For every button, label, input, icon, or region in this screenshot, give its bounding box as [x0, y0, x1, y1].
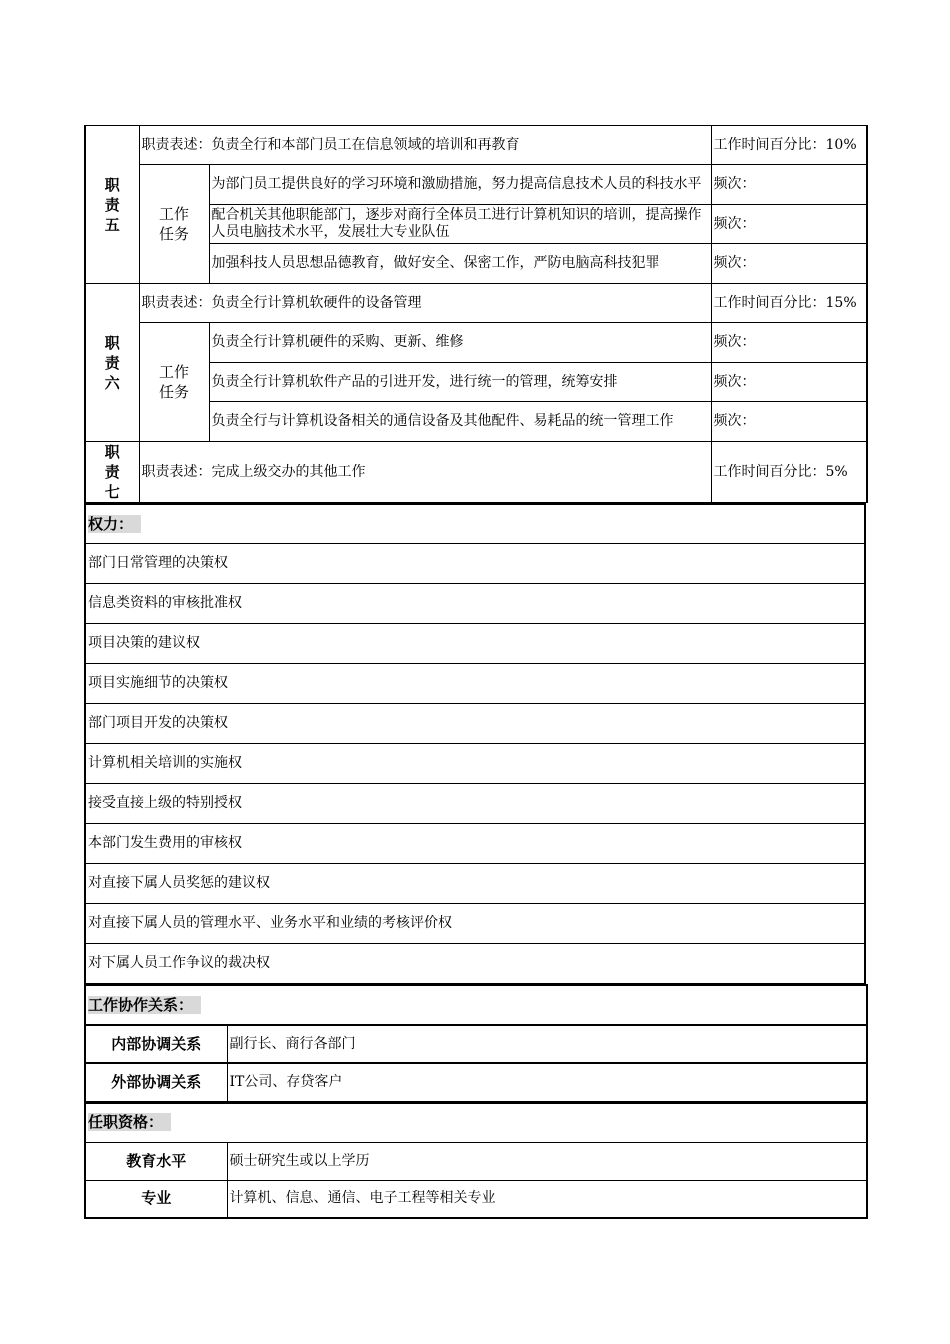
power-item: 对直接下属人员的管理水平、业务水平和业绩的考核评价权 — [85, 904, 865, 944]
duty6-task-3: 负责全行与计算机设备相关的通信设备及其他配件、易耗品的统一管理工作 — [209, 402, 711, 442]
power-item: 对直接下属人员奖惩的建议权 — [85, 864, 865, 904]
power-item: 项目实施细节的决策权 — [85, 664, 865, 704]
major-value: 计算机、信息、通信、电子工程等相关专业 — [227, 1180, 867, 1218]
duty7-label: 职 责 七 — [85, 442, 139, 503]
power-item: 部门项目开发的决策权 — [85, 704, 865, 744]
power-item: 项目决策的建议权 — [85, 624, 865, 664]
duty6-freq-2: 频次： — [711, 363, 867, 402]
power-item: 接受直接上级的特别授权 — [85, 784, 865, 824]
duty5-freq-2: 频次： — [711, 205, 867, 244]
power-item: 本部门发生费用的审核权 — [85, 824, 865, 864]
cooperation-table — [84, 984, 868, 1102]
external-key: 外部协调关系 — [85, 1063, 227, 1101]
education-key: 教育水平 — [85, 1142, 227, 1180]
duty5-desc: 职责表述：负责全行和本部门员工在信息领域的培训和再教育 — [139, 126, 711, 165]
internal-value: 副行长、商行各部门 — [227, 1025, 867, 1063]
duties-table — [84, 125, 868, 503]
duty5-task-2: 配合机关其他职能部门，逐步对商行全体员工进行计算机知识的培训，提高操作人员电脑技术水平，发展壮大专业队伍 — [209, 205, 711, 244]
qualification-header: 任职资格： — [85, 1103, 867, 1143]
duty5-task-1: 为部门员工提供良好的学习环境和激励措施，努力提高信息技术人员的科技水平 — [209, 165, 711, 205]
duty7-desc: 职责表述：完成上级交办的其他工作 — [139, 442, 711, 503]
job-description-table — [84, 125, 866, 1219]
power-item: 部门日常管理的决策权 — [85, 544, 865, 584]
duty6-time: 工作时间百分比：15% — [711, 284, 867, 323]
duty5-time: 工作时间百分比：10% — [711, 126, 867, 165]
power-item: 对下属人员工作争议的裁决权 — [85, 944, 865, 984]
duty5-task-3: 加强科技人员思想品德教育，做好安全、保密工作，严防电脑高科技犯罪 — [209, 244, 711, 284]
duty6-desc: 职责表述：负责全行计算机软硬件的设备管理 — [139, 284, 711, 323]
duty6-task-label: 工作 任务 — [139, 323, 209, 442]
internal-key: 内部协调关系 — [85, 1025, 227, 1063]
duty5-label: 职 责 五 — [85, 126, 139, 284]
qualification-table — [84, 1102, 868, 1220]
powers-header: 权力： — [85, 504, 865, 544]
duty6-task-1: 负责全行计算机硬件的采购、更新、维修 — [209, 323, 711, 363]
duty6-freq-1: 频次： — [711, 323, 867, 363]
duty5-task-label: 工作 任务 — [139, 165, 209, 284]
external-value: IT公司、存贷客户 — [227, 1063, 867, 1101]
power-item: 信息类资料的审核批准权 — [85, 584, 865, 624]
duty7-time: 工作时间百分比：5% — [711, 442, 867, 503]
duty5-freq-1: 频次： — [711, 165, 867, 205]
power-item: 计算机相关培训的实施权 — [85, 744, 865, 784]
duty5-freq-3: 频次： — [711, 244, 867, 284]
duty6-label: 职 责 六 — [85, 284, 139, 442]
cooperation-header: 工作协作关系： — [85, 985, 867, 1025]
duty6-task-2: 负责全行计算机软件产品的引进开发，进行统一的管理，统筹安排 — [209, 363, 711, 402]
education-value: 硕士研究生或以上学历 — [227, 1142, 867, 1180]
duty6-freq-3: 频次： — [711, 402, 867, 442]
major-key: 专业 — [85, 1180, 227, 1218]
powers-table — [84, 503, 866, 984]
